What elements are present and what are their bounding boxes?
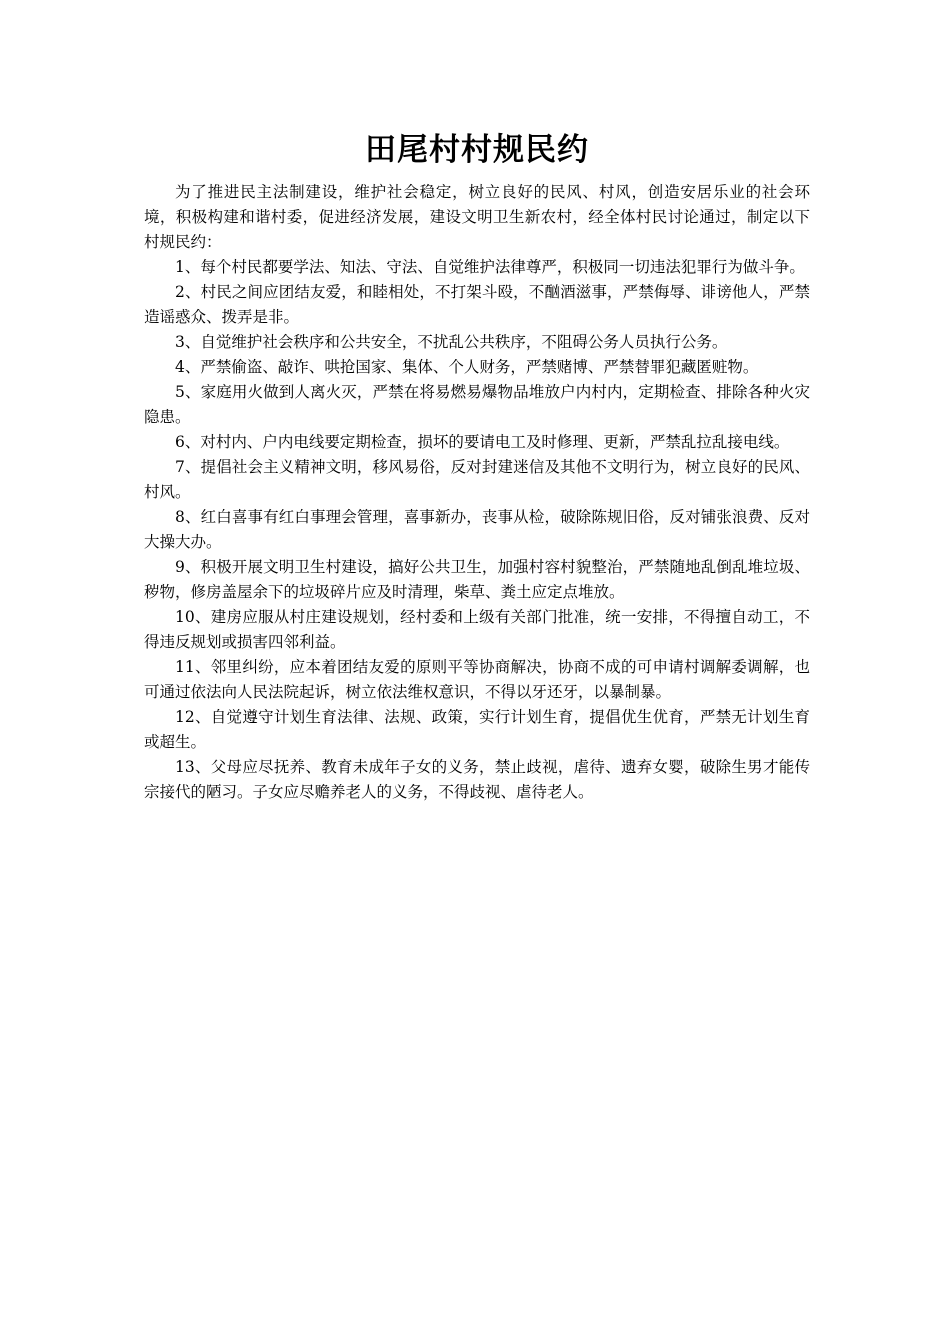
rule-paragraph-13: 13、父母应尽抚养、教育未成年子女的义务，禁止歧视，虐待、遗弃女婴，破除生男才能传宗接代的陋习。子女应尽赡养老人的义务，不得歧视、虐待老人。 xyxy=(144,758,810,801)
rule-paragraph-11: 11、邻里纠纷，应本着团结友爱的原则平等协商解决，协商不成的可申请村调解委调解，也可通过依法向人民法院起诉，树立依法维权意识，不得以牙还牙，以暴制暴。 xyxy=(144,658,810,701)
rule-paragraph-8: 8、红白喜事有红白事理会管理，喜事新办，丧事从检，破除陈规旧俗，反对铺张浪费、反对大操大办。 xyxy=(144,508,810,551)
rule-paragraph-1: 1、每个村民都要学法、知法、守法、自觉维护法律尊严，积极同一切违法犯罪行为做斗争。 xyxy=(175,258,805,276)
rule-paragraph-9: 9、积极开展文明卫生村建设，搞好公共卫生，加强村容村貌整治，严禁随地乱倒乱堆垃圾、秽物，修房盖屋余下的垃圾碎片应及时清理，柴草、粪土应定点堆放。 xyxy=(144,558,810,601)
rule-paragraph-6: 6、对村内、户内电线要定期检查，损坏的要请电工及时修理、更新，严禁乱拉乱接电线。 xyxy=(175,433,790,451)
rule-paragraph-10: 10、建房应服从村庄建设规划，经村委和上级有关部门批准，统一安排，不得擅自动工，不得违反规划或损害四邻利益。 xyxy=(144,608,810,651)
rule-paragraph-3: 3、自觉维护社会秩序和公共安全，不扰乱公共秩序，不阻碍公务人员执行公务。 xyxy=(175,333,728,351)
rule-paragraph-7: 7、提倡社会主义精神文明，移风易俗，反对封建迷信及其他不文明行为，树立良好的民风、村风。 xyxy=(144,458,810,501)
rule-paragraph-5: 5、家庭用火做到人离火灭，严禁在将易燃易爆物品堆放户内村内，定期检查、排除各种火灾隐患。 xyxy=(144,383,810,426)
rule-paragraph-12: 12、自觉遵守计划生育法律、法规、政策，实行计划生育，提倡优生优育，严禁无计划生育或超生。 xyxy=(144,708,810,751)
rule-paragraph-4: 4、严禁偷盗、敲诈、哄抢国家、集体、个人财务，严禁赌博、严禁替罪犯藏匿赃物。 xyxy=(175,358,759,376)
rule-paragraph-2: 2、村民之间应团结友爱，和睦相处，不打架斗殴，不酗酒滋事，严禁侮辱、诽谤他人，严禁造谣惑众、拨弄是非。 xyxy=(144,283,810,326)
document-page xyxy=(144,128,810,805)
document-title: 田尾村村规民约 xyxy=(365,132,589,168)
intro-paragraph: 为了推进民主法制建设，维护社会稳定，树立良好的民风、村风，创造安居乐业的社会环境，积极构建和谐村委，促进经济发展，建设文明卫生新农村，经全体村民讨论通过，制定以下村规民约： xyxy=(144,183,810,251)
